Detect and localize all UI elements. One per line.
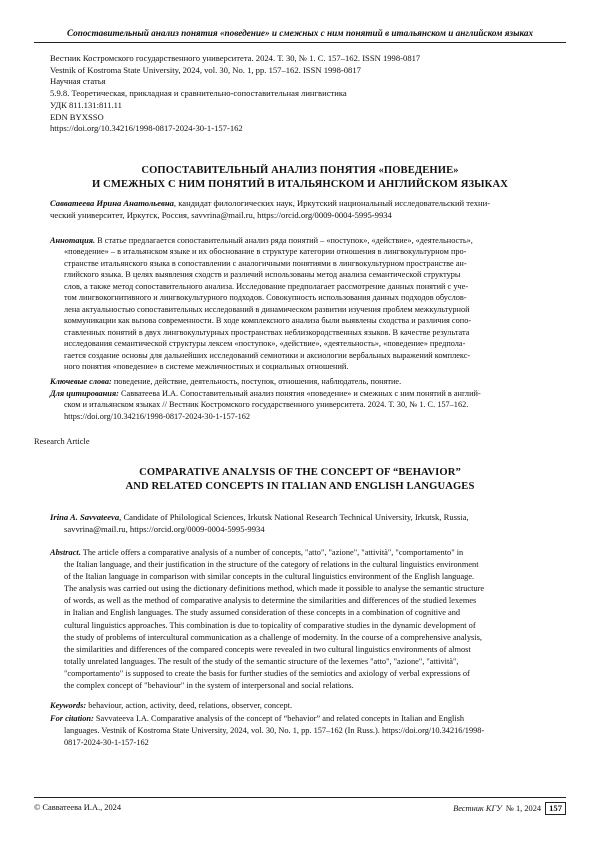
abstract-ru-line: ного понятия «поведение» в системе межличностных и социальных отношений.: [64, 361, 349, 371]
abstract-en-line: the complex concept of "behaviour" in the system of interpersonal and social relations.: [64, 681, 354, 691]
meta-line-en-journal: Vestnik of Kostroma State University, 2024, vol. 30, No. 1, pp. 157–162. ISSN 1998-0817: [50, 64, 361, 75]
page-number: 157: [545, 802, 566, 815]
abstract-ru-line: гается создание основы для дальнейших исследований семиотики и аксиологии вербальных выражений комплекс-: [64, 350, 471, 360]
footer-journal-info: [453, 802, 566, 815]
meta-line-article-type: Научная статья: [50, 76, 106, 87]
abstract-ru: [50, 235, 560, 372]
abstract-en: [50, 547, 560, 692]
abstract-ru-line: глийского языка. В целях выявления сходств и различий использованы метод анализа семантической структуры: [64, 270, 461, 280]
abstract-ru-line: ставленных понятий в двух лингвокультурных пространствах неблизкородственных языков. В качестве результата: [64, 327, 470, 337]
abstract-en-line: cultural linguistics approaches. This combination is due to topicality of comparative studies in the dynamic development of: [64, 620, 476, 630]
abstract-en-line: the similarities and differences of the compared concepts were revealed in two cultural linguistics environments of almost: [64, 644, 471, 654]
abstract-en-line: The analysis was carried out using the dictionary definitions method, which made it possible to analyse the semantic structure: [64, 584, 485, 594]
meta-line-specialty: 5.9.8. Теоретическая, прикладная и сравнительно-сопоставительная лингвистика: [50, 88, 347, 99]
meta-line-ru-journal: Вестник Костромского государственного университета. 2024. Т. 30, № 1. С. 157–162. ISSN 1998-0817: [50, 53, 421, 63]
abstract-ru-line: слов, а также метод сопоставительного анализа. Исследование предполагает рассмотрение данных понятий с уче-: [64, 281, 469, 291]
title-ru-line: СОПОСТАВИТЕЛЬНЫЙ АНАЛИЗ ПОНЯТИЯ «ПОВЕДЕНИЕ»: [141, 165, 459, 176]
author-en-affiliation: , Candidate of Philological Sciences, Irkutsk National Research Technical University, Irkutsk, Russia,: [119, 512, 469, 522]
footer-journal-name: Вестник КГУ: [453, 804, 502, 813]
abstract-ru-line: коммуникации как вызова современности. В ходе комплексного анализа были выявлены сходства и различия сопо-: [64, 316, 472, 326]
citation-en-line[interactable]: 0817-2024-30-1-157-162: [64, 738, 149, 748]
abstract-en-line: "comportamento" is supposed to create the basis for further studies of the semiotics and axiology of verbal expressions of: [64, 668, 470, 678]
keywords-ru-text: поведение, действие, деятельность, поступок, отношения, наблюдатель, понятие.: [111, 377, 402, 386]
footer-divider: [34, 797, 566, 798]
meta-line-doi[interactable]: https://doi.org/10.34216/1998-0817-2024-30-1-157-162: [50, 123, 243, 134]
author-en-contacts: savvrina@mail.ru, https://orcid.org/0009-0004-5995-9934: [64, 523, 265, 534]
abstract-ru-text: В статье предлагается сопоставительный анализ ряда понятий – «поступок», «действие», «деятельность»,: [95, 236, 473, 245]
abstract-en-line: the Italian language, and their justification in the structure of the category of relations in the cultural linguistics environment: [64, 560, 479, 570]
citation-ru-line: ском и итальянском языках // Вестник Костромского государственного университета. 2024. Т. 30, № 1. С. 157–162.: [64, 400, 469, 410]
footer-issue: № 1, 2024: [505, 804, 542, 813]
meta-line-udc: УДК 811.131:811.11: [50, 99, 122, 110]
author-en: [50, 512, 560, 535]
abstract-en-label: Abstract.: [50, 548, 81, 557]
citation-en-text: Savvateeva I.A. Comparative analysis of the concept of “behavior” and related concepts in Italian and English: [93, 714, 465, 723]
title-ru-line: И СМЕЖНЫХ С НИМ ПОНЯТИЙ В ИТАЛЬЯНСКОМ И АНГЛИЙСКОМ ЯЗЫКАХ: [92, 178, 508, 190]
footer-copyright: © Савватеева И.А., 2024: [34, 803, 122, 812]
keywords-en-text: behaviour, action, activity, deed, relations, observer, concept.: [86, 701, 293, 710]
abstract-ru-line: исследования семантической структуры лексем «поступок», «действие», «деятельность», «поведение» предпола-: [64, 339, 466, 349]
abstract-ru-label: Аннотация.: [50, 236, 96, 245]
citation-ru-text: Савватеева И.А. Сопоставительный анализ понятия «поведение» и смежных с ним понятий в англий-: [118, 389, 481, 398]
meta-line-edn: EDN BYXSSO: [50, 111, 104, 122]
citation-ru: [50, 388, 560, 422]
citation-ru-label: Для цитирования:: [50, 389, 119, 398]
citation-ru-doi[interactable]: https://doi.org/10.34216/1998-0817-2024-30-1-157-162: [64, 411, 251, 421]
abstract-ru-line: странстве итальянского языка в сопоставлении с аналогичными понятиями в лингвокультурном пространстве ан-: [64, 258, 467, 268]
abstract-ru-line: том лингвокогнитивного и лингвокультурного подходов. Совокупность использования данных подходов обуслов-: [64, 293, 467, 303]
running-header: Сопоставительный анализ понятия «поведение» и смежных с ним понятий в итальянском и английском языках: [66, 28, 534, 38]
citation-en: [50, 713, 560, 749]
abstract-ru-line: «поведение» – в итальянском языке и их обоснование в структуре категории отношения в лингвокультурном про-: [64, 247, 467, 257]
author-ru-contacts: ческий университет, Иркутск, Россия, savvrina@mail.ru, https://orcid.org/0009-0004-5995-9934: [50, 209, 392, 220]
abstract-en-line: of the Italian language in comparison with similar concepts in the cultural linguistics environment of the English language.: [64, 572, 475, 582]
abstract-en-line: totally unrelated languages. The result of the study of the semantic structure of the lexemes "atto", "azione", "attività",: [64, 656, 459, 666]
author-ru-name: Савватеева Ирина Анатольевна: [50, 198, 174, 208]
abstract-en-line: in Italian and English languages. The study assumed consideration of these concepts in a combination of cognitive and: [64, 608, 461, 618]
title-en-line: AND RELATED CONCEPTS IN ITALIAN AND ENGLISH LANGUAGES: [125, 480, 475, 492]
abstract-ru-line: лена актуальностью сопоставительных исследований в динамическом развитии изучения проблем межкультурной: [64, 304, 470, 314]
title-en: [40, 466, 560, 493]
abstract-en-line: the study of problems of intercultural communication as a challenge of modernity. In the course of a comprehensive analysis,: [64, 632, 482, 642]
keywords-en: [50, 700, 560, 712]
header-divider: [34, 42, 566, 43]
author-ru: [50, 198, 560, 221]
author-en-name: Irina A. Savvateeva: [50, 512, 120, 522]
publication-meta: [50, 53, 560, 135]
abstract-en-line: of words, as well as the method of comparative analysis to determine the similarities and differences of the studied lexemes: [64, 596, 477, 606]
keywords-ru-label: Ключевые слова:: [50, 377, 112, 386]
abstract-en-text: The article offers a comparative analysis of a number of concepts, "atto", "azione", "attività", "comportamento" in: [80, 548, 464, 557]
citation-en-line[interactable]: languages. Vestnik of Kostroma State University, 2024, vol. 30, No. 1, pp. 157–162 (In Russ.). https://doi.org/10.34216/1998-: [64, 726, 485, 736]
title-ru: [40, 164, 560, 191]
author-ru-affiliation: , кандидат филологических наук, Иркутский национальный исследовательский техни-: [173, 198, 491, 208]
keywords-ru: [50, 376, 560, 387]
article-type-label: Research Article: [34, 437, 90, 446]
keywords-en-label: Keywords:: [50, 701, 87, 710]
citation-en-label: For citation:: [50, 714, 94, 723]
title-en-line: COMPARATIVE ANALYSIS OF THE CONCEPT OF “BEHAVIOR”: [139, 467, 461, 478]
